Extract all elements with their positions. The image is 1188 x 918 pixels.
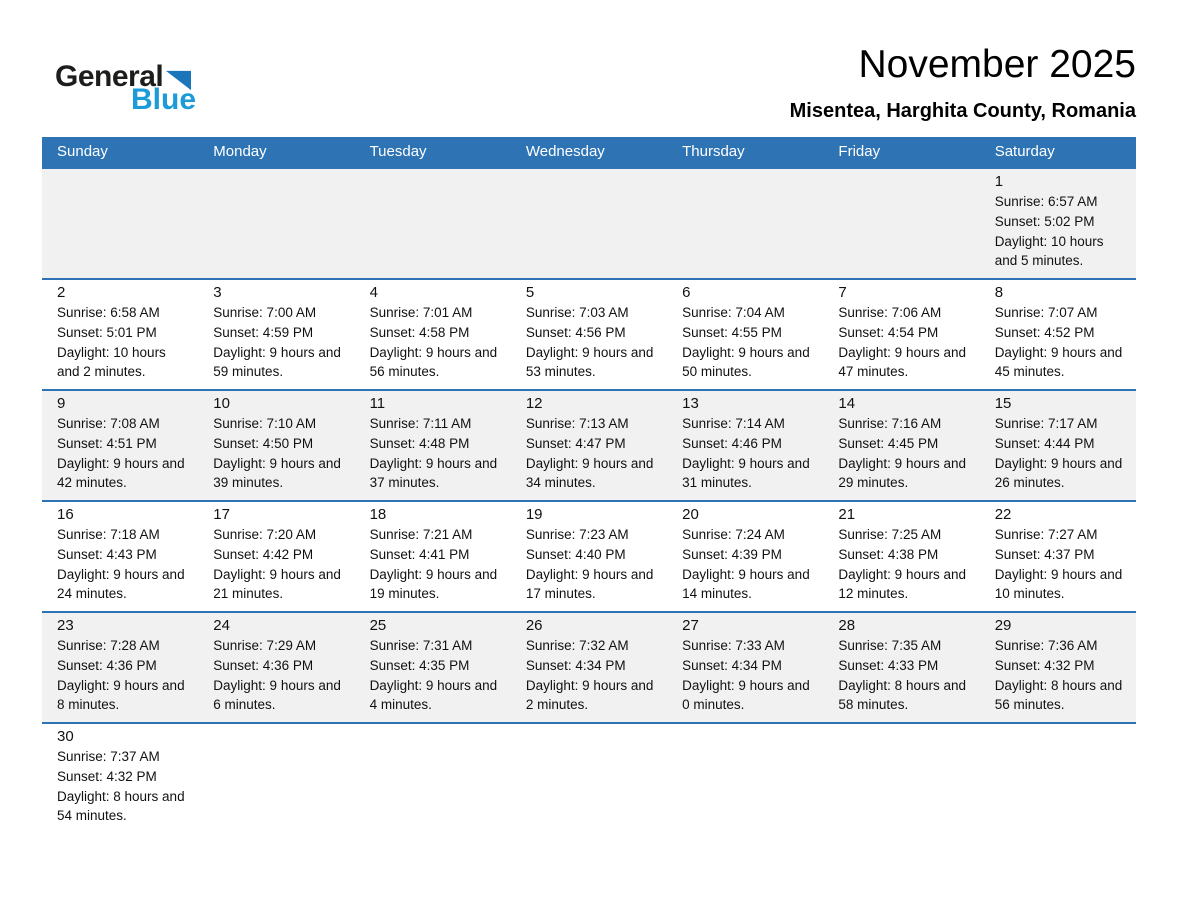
empty-day-cell (198, 723, 354, 833)
sunset-text: Sunset: 4:35 PM (369, 657, 470, 673)
daylight-text: Daylight: 9 hours and 8 minutes. (57, 677, 185, 713)
day-number: 18 (369, 505, 387, 523)
sunset-text: Sunset: 4:59 PM (213, 324, 314, 340)
day-number: 19 (525, 505, 543, 523)
sunrise-text: Sunrise: 7:20 AM (213, 526, 317, 542)
day-number: 22 (994, 505, 1012, 523)
weekday-header-saturday: Saturday (980, 137, 1136, 168)
daylight-text: Daylight: 9 hours and 6 minutes. (213, 677, 341, 713)
day-number: 16 (57, 505, 74, 523)
sunrise-text: Sunrise: 7:35 AM (838, 637, 942, 653)
weekday-header-monday: Monday (198, 137, 354, 168)
daylight-text: Daylight: 9 hours and 10 minutes. (994, 566, 1123, 602)
sunrise-text: Sunrise: 7:00 AM (213, 304, 317, 320)
daylight-text: Daylight: 9 hours and 2 minutes. (525, 677, 654, 713)
sunset-text: Sunset: 4:56 PM (525, 324, 626, 340)
day-cell (823, 501, 979, 612)
empty-day-cell (667, 168, 823, 279)
day-cell (198, 501, 354, 612)
day-cell (823, 390, 979, 501)
day-number: 1 (994, 172, 1004, 190)
day-number: 23 (57, 616, 74, 634)
sunrise-text: Sunrise: 7:06 AM (838, 304, 942, 320)
day-cell (667, 390, 823, 501)
daylight-text: Daylight: 9 hours and 17 minutes. (525, 566, 654, 602)
daylight-text: Daylight: 9 hours and 29 minutes. (838, 455, 966, 491)
empty-day-cell (42, 168, 198, 279)
day-number: 26 (525, 616, 543, 634)
sunrise-text: Sunrise: 7:36 AM (994, 637, 1098, 653)
sunset-text: Sunset: 4:58 PM (369, 324, 470, 340)
sunrise-text: Sunrise: 7:08 AM (57, 415, 160, 431)
sunrise-text: Sunrise: 7:25 AM (838, 526, 942, 542)
daylight-text: Daylight: 9 hours and 14 minutes. (682, 566, 810, 602)
day-cell (42, 390, 198, 501)
sunrise-text: Sunrise: 7:18 AM (57, 526, 160, 542)
sunrise-text: Sunrise: 7:29 AM (213, 637, 317, 653)
weekday-header-row (42, 137, 1136, 168)
day-number: 11 (369, 394, 386, 412)
daylight-text: Daylight: 9 hours and 59 minutes. (213, 344, 341, 380)
empty-day-cell (198, 168, 354, 279)
sunrise-text: Sunrise: 7:32 AM (525, 637, 629, 653)
daylight-text: Daylight: 9 hours and 21 minutes. (213, 566, 341, 602)
sunrise-text: Sunrise: 7:37 AM (57, 748, 160, 764)
empty-day-cell (511, 723, 667, 833)
day-number: 15 (994, 394, 1012, 412)
sunrise-text: Sunrise: 7:16 AM (838, 415, 942, 431)
logo-word-general: General (55, 60, 164, 93)
day-number: 24 (213, 616, 230, 634)
day-number: 29 (994, 616, 1012, 634)
sunrise-text: Sunrise: 7:28 AM (57, 637, 160, 653)
day-cell (667, 612, 823, 723)
sunset-text: Sunset: 4:55 PM (682, 324, 782, 340)
sunrise-text: Sunrise: 7:03 AM (525, 304, 629, 320)
daylight-text: Daylight: 9 hours and 50 minutes. (682, 344, 810, 380)
daylight-text: Daylight: 9 hours and 24 minutes. (57, 566, 185, 602)
sunrise-text: Sunrise: 7:24 AM (682, 526, 785, 542)
empty-day-cell (823, 168, 979, 279)
sunrise-text: Sunrise: 7:23 AM (525, 526, 629, 542)
sunset-text: Sunset: 4:43 PM (57, 546, 157, 562)
weekday-header-tuesday: Tuesday (355, 137, 511, 168)
day-number: 9 (57, 394, 66, 412)
day-number: 17 (213, 505, 230, 523)
sunrise-text: Sunrise: 7:33 AM (682, 637, 785, 653)
day-cell (667, 501, 823, 612)
daylight-text: Daylight: 10 hours and 5 minutes. (994, 233, 1104, 269)
calendar-table (42, 137, 1136, 833)
page-title: November 2025 (858, 43, 1136, 86)
sunrise-text: Sunrise: 7:31 AM (369, 637, 473, 653)
sunset-text: Sunset: 4:44 PM (994, 435, 1095, 451)
daylight-text: Daylight: 9 hours and 34 minutes. (525, 455, 654, 491)
daylight-text: Daylight: 9 hours and 31 minutes. (682, 455, 810, 491)
day-number: 2 (57, 283, 66, 301)
day-cell (511, 501, 667, 612)
sunset-text: Sunset: 4:46 PM (682, 435, 782, 451)
day-number: 13 (682, 394, 699, 412)
daylight-text: Daylight: 9 hours and 47 minutes. (838, 344, 966, 380)
day-cell (511, 612, 667, 723)
sunset-text: Sunset: 4:34 PM (682, 657, 782, 673)
day-number: 25 (369, 616, 387, 634)
daylight-text: Daylight: 9 hours and 0 minutes. (682, 677, 810, 713)
day-cell (198, 279, 354, 390)
sunrise-text: Sunrise: 7:01 AM (369, 304, 473, 320)
day-cell (980, 279, 1136, 390)
weekday-header-thursday: Thursday (667, 137, 823, 168)
day-cell (42, 612, 198, 723)
sunrise-text: Sunrise: 7:11 AM (369, 415, 472, 431)
sunset-text: Sunset: 4:41 PM (369, 546, 470, 562)
day-cell (980, 612, 1136, 723)
day-number: 21 (838, 505, 856, 523)
day-number: 27 (682, 616, 699, 634)
daylight-text: Daylight: 9 hours and 26 minutes. (994, 455, 1123, 491)
empty-day-cell (355, 723, 511, 833)
day-cell (42, 279, 198, 390)
sunset-text: Sunset: 4:34 PM (525, 657, 626, 673)
weekday-header-friday: Friday (823, 137, 979, 168)
sunset-text: Sunset: 4:38 PM (838, 546, 939, 562)
day-cell (355, 612, 511, 723)
day-cell (355, 279, 511, 390)
day-cell (980, 501, 1136, 612)
week-row (42, 390, 1136, 501)
sunrise-text: Sunrise: 7:17 AM (994, 415, 1098, 431)
weekday-header-wednesday: Wednesday (511, 137, 667, 168)
sunset-text: Sunset: 5:02 PM (994, 213, 1095, 229)
general-blue-logo (55, 62, 196, 115)
sunrise-text: Sunrise: 7:21 AM (369, 526, 473, 542)
sunrise-text: Sunrise: 7:07 AM (994, 304, 1098, 320)
week-row (42, 279, 1136, 390)
daylight-text: Daylight: 9 hours and 42 minutes. (57, 455, 185, 491)
day-number: 7 (838, 283, 847, 301)
day-number: 28 (838, 616, 856, 634)
day-cell (355, 501, 511, 612)
day-cell (42, 501, 198, 612)
sunrise-text: Sunrise: 7:13 AM (525, 415, 629, 431)
daylight-text: Daylight: 10 hours and 2 minutes. (57, 344, 166, 380)
empty-day-cell (980, 723, 1136, 833)
day-number: 10 (213, 394, 230, 412)
sunset-text: Sunset: 4:39 PM (682, 546, 782, 562)
daylight-text: Daylight: 9 hours and 45 minutes. (994, 344, 1123, 380)
day-number: 12 (525, 394, 543, 412)
daylight-text: Daylight: 9 hours and 4 minutes. (369, 677, 498, 713)
calendar-body (42, 168, 1136, 833)
page-subtitle: Misentea, Harghita County, Romania (789, 99, 1136, 122)
day-cell (980, 390, 1136, 501)
sunset-text: Sunset: 4:45 PM (838, 435, 939, 451)
week-row (42, 501, 1136, 612)
week-row (42, 168, 1136, 279)
day-number: 30 (57, 727, 74, 745)
sunset-text: Sunset: 4:32 PM (57, 768, 157, 784)
week-row (42, 612, 1136, 723)
sunset-text: Sunset: 4:36 PM (213, 657, 314, 673)
sunset-text: Sunset: 4:42 PM (213, 546, 314, 562)
sunrise-text: Sunrise: 7:27 AM (994, 526, 1098, 542)
daylight-text: Daylight: 9 hours and 12 minutes. (838, 566, 966, 602)
sunset-text: Sunset: 4:50 PM (213, 435, 314, 451)
sunrise-text: Sunrise: 7:10 AM (213, 415, 317, 431)
daylight-text: Daylight: 8 hours and 58 minutes. (838, 677, 966, 713)
week-row (42, 723, 1136, 833)
empty-day-cell (355, 168, 511, 279)
sunset-text: Sunset: 4:47 PM (525, 435, 626, 451)
day-number: 6 (682, 283, 691, 301)
sunset-text: Sunset: 4:51 PM (57, 435, 157, 451)
day-cell (823, 612, 979, 723)
sunset-text: Sunset: 4:36 PM (57, 657, 157, 673)
day-cell (980, 168, 1136, 279)
sunset-text: Sunset: 4:37 PM (994, 546, 1095, 562)
day-number: 8 (994, 283, 1004, 301)
daylight-text: Daylight: 9 hours and 19 minutes. (369, 566, 498, 602)
day-number: 20 (682, 505, 699, 523)
page-header (0, 0, 1188, 123)
day-cell (823, 279, 979, 390)
day-cell (198, 390, 354, 501)
sunset-text: Sunset: 4:54 PM (838, 324, 939, 340)
day-cell (42, 723, 198, 833)
day-cell (511, 279, 667, 390)
empty-day-cell (823, 723, 979, 833)
day-number: 14 (838, 394, 856, 412)
daylight-text: Daylight: 9 hours and 56 minutes. (369, 344, 498, 380)
sunset-text: Sunset: 4:32 PM (994, 657, 1095, 673)
day-cell (667, 279, 823, 390)
title-block (790, 44, 1136, 123)
daylight-text: Daylight: 9 hours and 37 minutes. (369, 455, 498, 491)
day-number: 3 (213, 283, 222, 301)
day-cell (198, 612, 354, 723)
day-number: 5 (525, 283, 535, 301)
daylight-text: Daylight: 8 hours and 56 minutes. (994, 677, 1123, 713)
empty-day-cell (511, 168, 667, 279)
day-number: 4 (369, 283, 378, 301)
sunset-text: Sunset: 5:01 PM (57, 324, 157, 340)
sunrise-text: Sunrise: 6:57 AM (994, 193, 1098, 209)
sunrise-text: Sunrise: 6:58 AM (57, 304, 160, 320)
sunset-text: Sunset: 4:33 PM (838, 657, 939, 673)
sunset-text: Sunset: 4:40 PM (525, 546, 626, 562)
day-cell (355, 390, 511, 501)
sunrise-text: Sunrise: 7:04 AM (682, 304, 785, 320)
empty-day-cell (667, 723, 823, 833)
daylight-text: Daylight: 8 hours and 54 minutes. (57, 788, 185, 824)
logo-word-blue: Blue (131, 83, 197, 116)
daylight-text: Daylight: 9 hours and 39 minutes. (213, 455, 341, 491)
daylight-text: Daylight: 9 hours and 53 minutes. (525, 344, 654, 380)
sunrise-text: Sunrise: 7:14 AM (682, 415, 785, 431)
weekday-header-sunday: Sunday (42, 137, 198, 168)
day-cell (511, 390, 667, 501)
sunset-text: Sunset: 4:48 PM (369, 435, 470, 451)
sunset-text: Sunset: 4:52 PM (994, 324, 1095, 340)
